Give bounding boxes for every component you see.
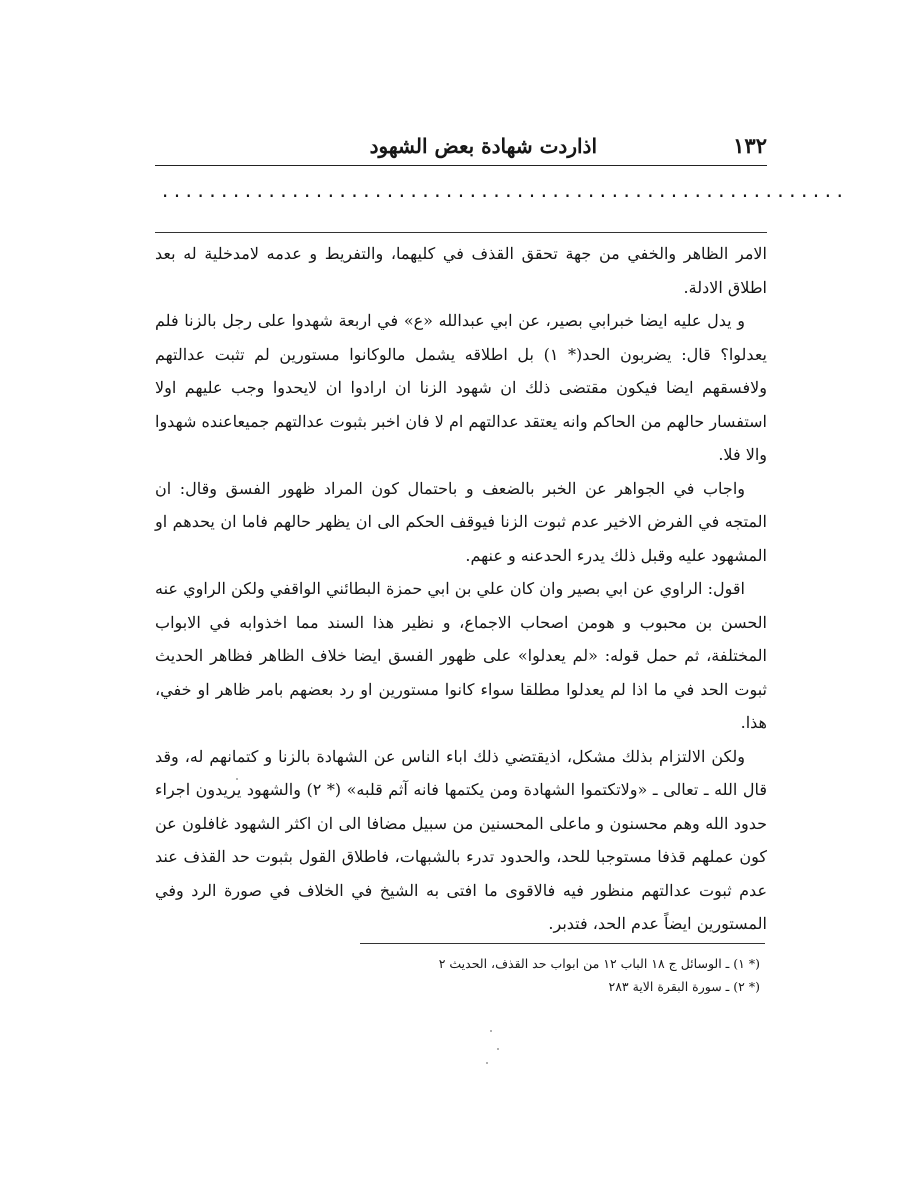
scan-speck [236, 778, 238, 780]
running-title: اذاردت شهادة بعض الشهود [369, 134, 597, 158]
body-text [155, 237, 767, 941]
paragraph-5: ولكن الالتزام بذلك مشكل، اذيقتضي ذلك اباء الناس عن الشهادة بالزنا و كتمانهم له، وقد قال الله ـ تعالى ـ «ولاتكتموا الشهادة ومن يكتمها فانه آثم قلبه» (* ٢) والشهود يريدون اجراء حدود الله وهم محسنون و ماعلى المحسنين من سبيل مضافا الى ان اكثر الشهود غافلون عن كون عملهم قذفا مستوجبا للحد، والحدود تدرء بالشبهات، فاطلاق القول بثبوت حد القذف عند عدم ثبوت عدالتهم منظور فيه فالاقوى ما افتى به الشيخ في الخلاف في صورة الرد وفي المستورين ايضاً عدم الحد، فتدبر. [155, 746, 768, 933]
paragraph-3: واجاب في الجواهر عن الخبر بالضعف و باحتمال كون المراد ظهور الفسق وقال: ان المتجه في الفرض الاخير عدم ثبوت الزنا فيوقف الحكم الى ان يظهر حالهم فاما ان يحدهم او المشهود عليه وقبل ذلك يدرء الحدعنه و عنهم. [155, 478, 767, 565]
scan-speck [486, 1062, 488, 1064]
ellipsis-line: .......................................................... [160, 182, 847, 202]
section-rule [155, 232, 767, 233]
footnote-2: (* ٢) ـ سورة البقرة الاية ٢٨٣ [608, 979, 760, 994]
paragraph-4: اقول: الراوي عن ابي بصير وان كان علي بن ابي حمزة البطائني الواقفي ولكن الراوي عنه الحسن بن محبوب و هومن اصحاب الاجماع، و نظير هذا السند مما اخذوابه في الابواب المختلفة، ثم حمل قوله: «لم يعدلوا» على ظهور الفسق ايضا خلاف الظاهر فظاهر الحديث ثبوت الحد في ما اذا لم يعدلوا مطلقا سواء كانوا مستورين او رد بعضهم بامر ظاهر او خفي، هذا. [155, 579, 767, 732]
paragraph-2: و يدل عليه ايضا خبرابي بصير، عن ابي عبدالله «ع» في اربعة شهدوا على رجل بالزنا فلم يعدلوا؟ قال: يضربون الحد(* ١) بل اطلاقه يشمل مالوكانوا مستورين لم تثبت عدالتهم ولافسقهم ايضا فيكون مقتضى ذلك ان شهود الزنا ان ارادوا ان لايحدوا وجب عليهم اولا استفسار حالهم من الحاكم وانه يعتقد عدالتهم ام لا فان اخبر بثبوت عدالتهم جميعاعنده شهدوا والا فلا. [155, 311, 768, 464]
running-header [155, 132, 767, 162]
paragraph-1: الامر الظاهر والخفي من جهة تحقق القذف في كليهما، والتفريط و عدمه لامدخلية له بعد اطلاق الادلة. [155, 244, 767, 297]
scan-speck [497, 1048, 499, 1050]
page-number: ١٣٢ [733, 133, 767, 158]
footnote-rule [360, 943, 765, 944]
footnotes [360, 952, 760, 998]
footnote-1: (* ١) ـ الوسائل ج ١٨ الباب ١٢ من ابواب حد القذف، الحديث ٢ [438, 956, 760, 971]
header-rule [155, 165, 767, 166]
scan-speck [490, 1030, 492, 1032]
